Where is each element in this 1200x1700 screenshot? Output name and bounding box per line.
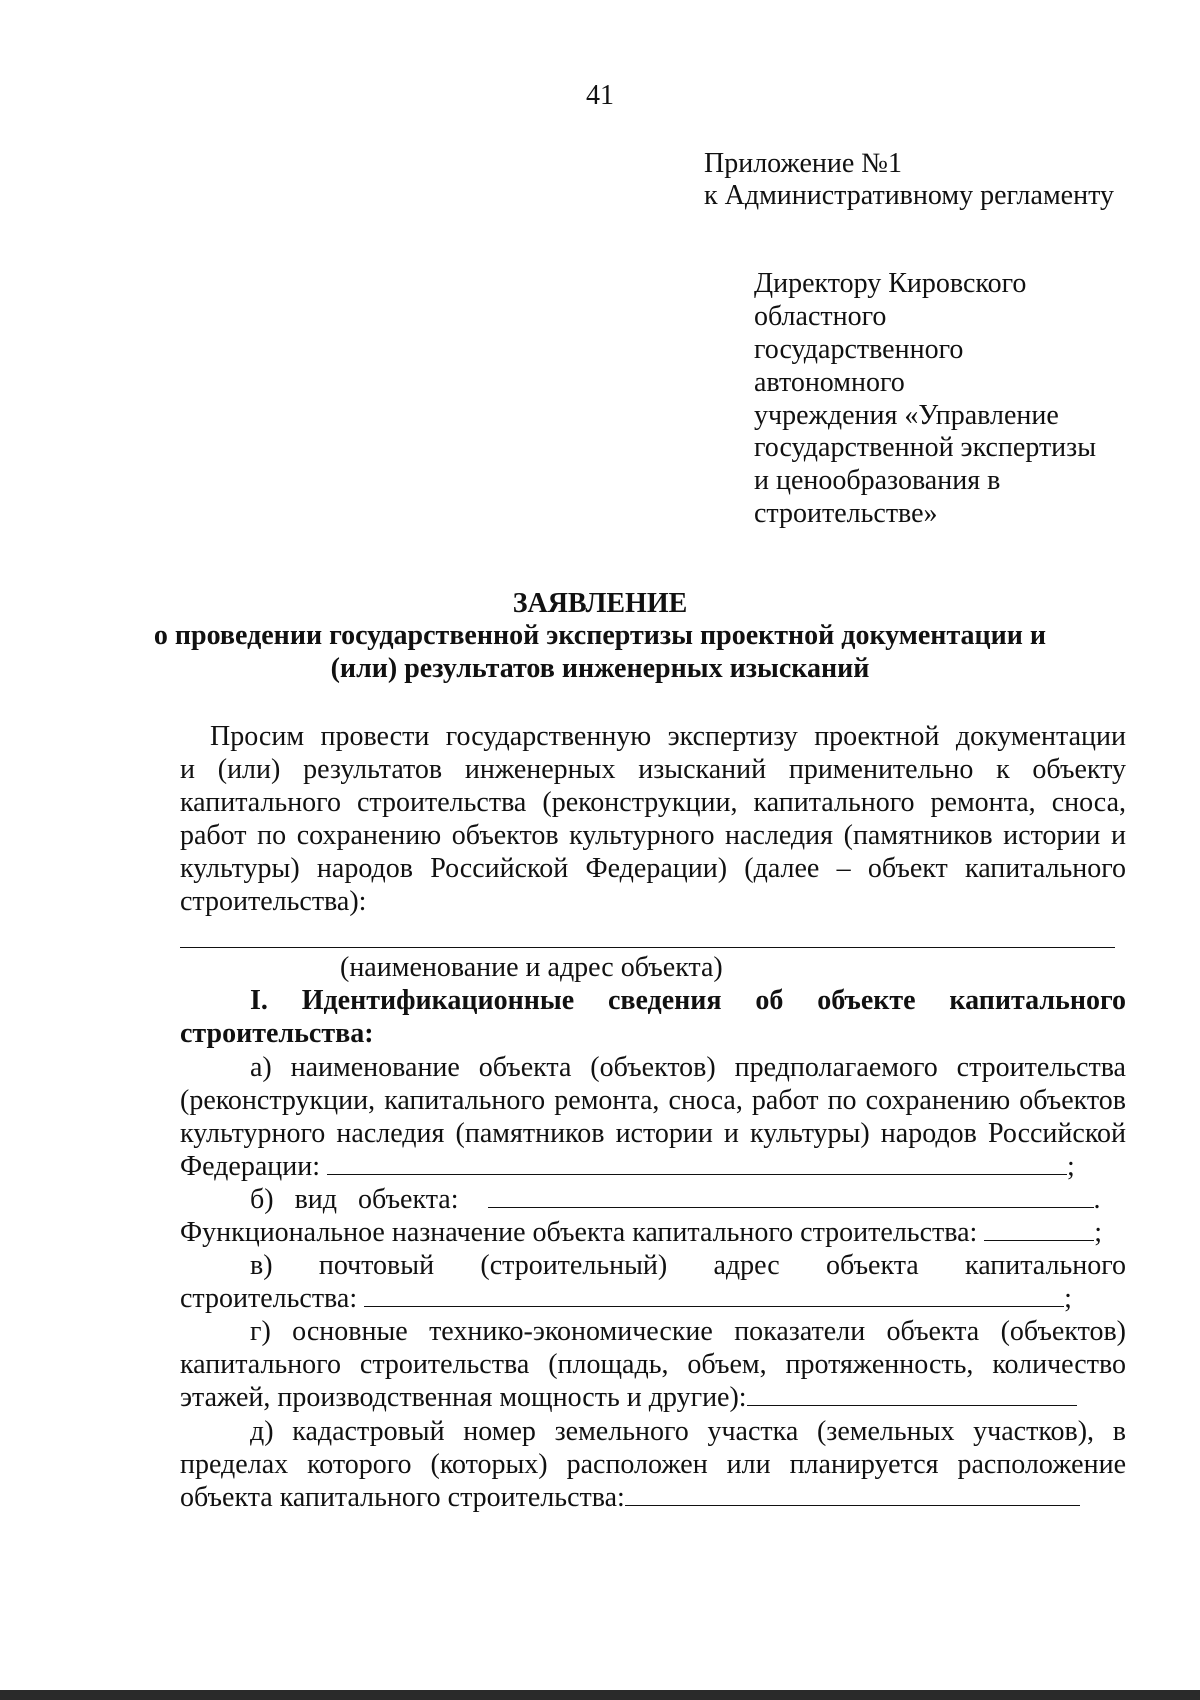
intro-line: Просим провести государственную экспертизу проектной документации xyxy=(210,721,1126,752)
item-v-line: в) почтовый (строительный) адрес объекта капитального xyxy=(250,1250,1126,1281)
object-type-field[interactable] xyxy=(488,1185,1094,1208)
item-b-label: б) вид объекта: xyxy=(250,1184,459,1215)
addressee-line: автономного xyxy=(754,367,905,398)
technical-indicators-field[interactable] xyxy=(747,1383,1077,1406)
postal-address-field[interactable] xyxy=(364,1284,1064,1307)
section-1-title-line-1: I. Идентификационные сведения об объекте капитального xyxy=(250,985,1126,1016)
addressee-line: областного xyxy=(754,301,887,332)
object-name-field[interactable] xyxy=(327,1152,1067,1175)
item-g-line: капитального строительства (площадь, объем, протяженность, количество xyxy=(180,1349,1126,1380)
item-d-line: д) кадастровый номер земельного участка (земельных участков), в xyxy=(250,1416,1126,1447)
item-a-last-line xyxy=(180,1151,1075,1183)
appendix-line-1: Приложение №1 xyxy=(704,148,902,179)
item-a-line: (реконструкции, капитального ремонта, сноса, работ по сохранению объектов xyxy=(180,1085,1126,1116)
functional-purpose-label: Функциональное назначение объекта капитального строительства: xyxy=(180,1217,978,1248)
item-v-last-line xyxy=(180,1283,1072,1315)
intro-line: капитального строительства (реконструкции, капитального ремонта, сноса, xyxy=(180,787,1126,818)
item-d-line: пределах которого (которых) расположен или планируется расположение xyxy=(180,1449,1126,1480)
addressee-line: Директору Кировского xyxy=(754,268,1027,299)
scan-bottom-edge xyxy=(0,1690,1200,1700)
addressee-line: строительстве» xyxy=(754,498,938,529)
intro-line: работ по сохранению объектов культурного наследия (памятников истории и xyxy=(180,820,1126,851)
document-title: ЗАЯВЛЕНИЕ xyxy=(512,588,688,619)
item-d-last-line xyxy=(180,1482,1080,1514)
item-a-line: культурного наследия (памятников истории и культуры) народов Российской xyxy=(180,1118,1126,1149)
item-v-label: строительства: xyxy=(180,1283,358,1314)
item-g-line: г) основные технико-экономические показатели объекта (объектов) xyxy=(250,1316,1126,1347)
document-subtitle-line-2: (или) результатов инженерных изысканий xyxy=(330,653,870,684)
intro-line: строительства): xyxy=(180,886,367,917)
item-b-line xyxy=(250,1184,1101,1216)
addressee-line: государственного xyxy=(754,334,964,365)
object-name-blank-line xyxy=(180,947,1115,948)
functional-purpose-line xyxy=(180,1217,1102,1249)
addressee-line: учреждения «Управление xyxy=(754,400,1059,431)
item-a-terminator: ; xyxy=(1067,1151,1075,1182)
item-v-terminator: ; xyxy=(1064,1283,1072,1314)
addressee-line: государственной экспертизы xyxy=(754,432,1097,463)
appendix-line-2: к Административному регламенту xyxy=(704,180,1114,211)
item-b-terminator: . xyxy=(1093,1184,1101,1215)
item-a-line: а) наименование объекта (объектов) предполагаемого строительства xyxy=(250,1052,1126,1083)
section-1-title-line-2: строительства: xyxy=(180,1018,374,1049)
item-g-label: этажей, производственная мощность и другие): xyxy=(180,1382,747,1413)
item-a-label: Федерации: xyxy=(180,1151,321,1182)
page-number: 41 xyxy=(586,80,614,111)
item-d-label: объекта капитального строительства: xyxy=(180,1482,625,1513)
item-g-last-line xyxy=(180,1382,1077,1414)
document-subtitle-line-1: о проведении государственной экспертизы проектной документации и xyxy=(153,620,1047,651)
intro-line: и (или) результатов инженерных изысканий применительно к объекту xyxy=(180,754,1126,785)
object-caption: (наименование и адрес объекта) xyxy=(340,952,723,983)
cadastral-number-field[interactable] xyxy=(625,1483,1080,1506)
functional-purpose-terminator: ; xyxy=(1094,1217,1103,1248)
addressee-line: и ценообразования в xyxy=(754,465,1001,496)
intro-line: культуры) народов Российской Федерации) (далее – объект капитального xyxy=(180,853,1126,884)
functional-purpose-field[interactable] xyxy=(984,1218,1094,1241)
